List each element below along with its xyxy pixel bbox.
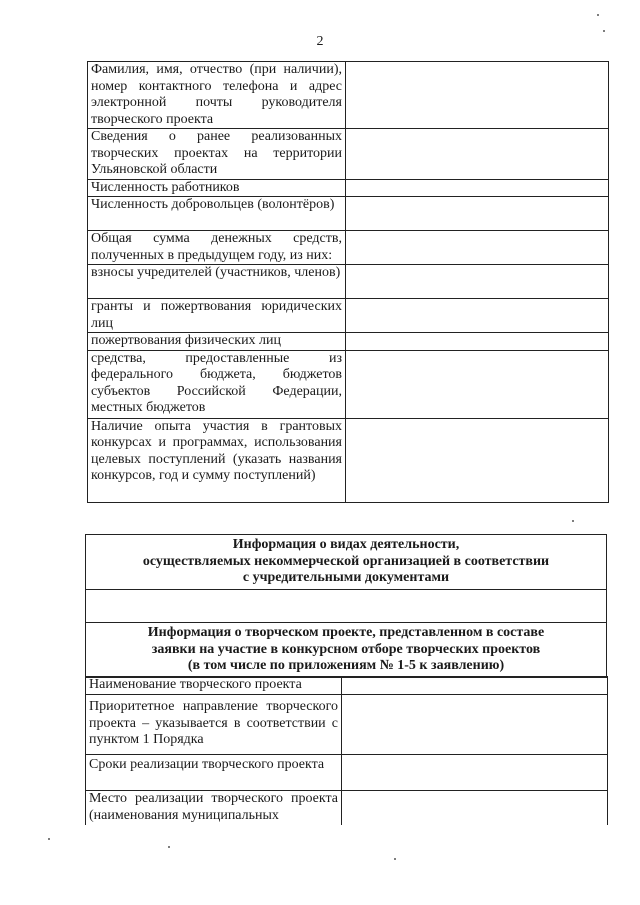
scan-speck — [48, 838, 50, 840]
table-row — [88, 231, 609, 265]
table-row — [88, 265, 609, 299]
field-label: Сведения о ранее реализованных творческих проектах на территории Ульяновской области — [88, 129, 346, 180]
table-row — [86, 590, 607, 623]
field-label: Место реализации творческого проекта (наименования муниципальных — [86, 791, 342, 825]
field-label: взносы учредителей (участников, членов) — [88, 265, 346, 299]
field-value[interactable] — [346, 265, 609, 299]
activities-table — [85, 534, 607, 678]
field-value[interactable] — [342, 791, 608, 825]
heading-line: (в том числе по приложениям № 1-5 к заявлению) — [187, 658, 505, 673]
heading-line: заявки на участие в конкурсном отборе творческих проектов — [151, 641, 541, 657]
field-value[interactable] — [342, 677, 608, 695]
scan-speck — [572, 520, 574, 522]
table-row — [86, 791, 608, 825]
field-value[interactable] — [342, 695, 608, 755]
scan-speck — [394, 858, 396, 860]
field-value[interactable] — [346, 129, 609, 180]
field-value[interactable] — [346, 299, 609, 333]
field-label: Численность работников — [88, 179, 346, 197]
heading-line: Информация о видах деятельности, — [232, 537, 460, 552]
field-label: гранты и пожертвования юридических лиц — [88, 299, 346, 333]
field-value[interactable] — [346, 418, 609, 502]
activities-value[interactable] — [86, 590, 607, 623]
field-value[interactable] — [346, 197, 609, 231]
field-label: Сроки реализации творческого проекта — [86, 755, 342, 791]
field-label: Приоритетное направление творческого проекта – указывается в соответствии с пунктом 1 Порядка — [86, 695, 342, 755]
table-row — [88, 333, 609, 351]
table-row — [86, 677, 608, 695]
scan-speck — [603, 30, 605, 32]
field-label: Фамилия, имя, отчество (при наличии), номер контактного телефона и адрес электронной почты руководителя творческого проекта — [88, 62, 346, 129]
table-row — [88, 299, 609, 333]
field-label: пожертвования физических лиц — [88, 333, 346, 351]
field-label: Наименование творческого проекта — [86, 677, 342, 695]
activities-heading — [86, 535, 607, 590]
table-row — [88, 179, 609, 197]
table-row — [88, 418, 609, 502]
scan-speck — [168, 846, 170, 848]
table-row — [86, 623, 607, 678]
field-value[interactable] — [346, 333, 609, 351]
field-value[interactable] — [342, 755, 608, 791]
page-number: 2 — [316, 34, 324, 49]
project-heading — [86, 623, 607, 678]
field-value[interactable] — [346, 231, 609, 265]
table-row — [88, 129, 609, 180]
table-row — [86, 755, 608, 791]
heading-line: осуществляемых некоммерческой организацией в соответствии — [142, 553, 550, 569]
table-row — [88, 197, 609, 231]
scan-speck — [597, 14, 599, 16]
table-row — [86, 535, 607, 590]
heading-line: с учредительными документами — [242, 570, 450, 585]
project-info-table — [85, 676, 608, 825]
field-label: средства, предоставленные из федерального бюджета, бюджетов субъектов Российской Федерации, местных бюджетов — [88, 350, 346, 418]
field-value[interactable] — [346, 62, 609, 129]
heading-line: Информация о творческом проекте, представленном в составе — [147, 625, 545, 640]
table-row — [86, 695, 608, 755]
field-value[interactable] — [346, 350, 609, 418]
field-value[interactable] — [346, 179, 609, 197]
field-label: Общая сумма денежных средств, полученных в предыдущем году, из них: — [88, 231, 346, 265]
table-row — [88, 350, 609, 418]
table-row — [88, 62, 609, 129]
field-label: Численность добровольцев (волонтёров) — [88, 197, 346, 231]
field-label: Наличие опыта участия в грантовых конкурсах и программах, использования целевых поступлений (указать названия конкурсов, год и сумму поступлений) — [88, 418, 346, 502]
organization-info-table — [87, 61, 609, 503]
